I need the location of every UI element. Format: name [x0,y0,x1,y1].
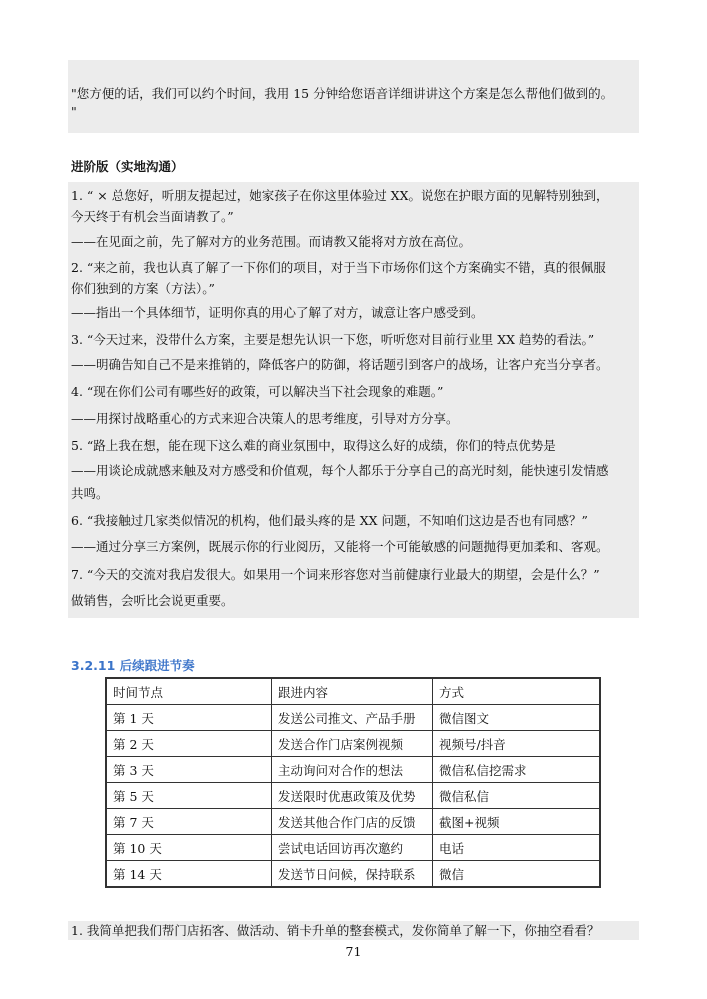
table-cell: 第 7 天 [106,809,272,835]
table-cell: 第 10 天 [106,835,272,861]
advanced-heading: 进阶版（实地沟通） [71,159,184,174]
advanced-line: 7. “今天的交流对我启发很大。如果用一个词来形容您对当前健康行业最大的期望，会是什么？” [71,567,600,582]
quote-line-1: "您方便的话，我们可以约个时间，我用 15 分钟给您语音详细讲讲这个方案是怎么帮他们做到的。 [71,86,614,101]
table-row [106,705,600,731]
table-row [106,835,600,861]
table-row [106,861,600,888]
table-header-cell: 方式 [433,678,601,705]
table-cell: 电话 [433,835,601,861]
table-cell: 尝试电话回访再次邀约 [272,835,433,861]
table-cell: 截图+视频 [433,809,601,835]
table-row [106,731,600,757]
table-cell: 主动询问对合作的想法 [272,757,433,783]
advanced-line: 做销售，会听比会说更重要。 [71,593,234,608]
table-cell: 微信私信挖需求 [433,757,601,783]
advanced-line: 6. “我接触过几家类似情况的机构，他们最头疼的是 XX 问题，不知咱们这边是否也有同感？” [71,513,588,528]
table-cell: 第 14 天 [106,861,272,888]
advanced-line: 今天终于有机会当面请教了。” [71,209,234,224]
table-cell: 发送节日问候，保持联系 [272,861,433,888]
table-cell: 第 2 天 [106,731,272,757]
table-header-row [106,678,600,705]
table-cell: 发送其他合作门店的反馈 [272,809,433,835]
table-cell: 第 5 天 [106,783,272,809]
advanced-line: ——用谈论成就感来触及对方感受和价值观，每个人都乐于分享自己的高光时刻，能快速引发情感 [71,463,609,478]
table-cell: 发送合作门店案例视频 [272,731,433,757]
table-cell: 第 1 天 [106,705,272,731]
advanced-line: ——明确告知自己不是来推销的，降低客户的防御，将话题引到客户的战场，让客户充当分享者。 [71,357,609,372]
advanced-line: 5. “路上我在想，能在现下这么难的商业氛围中，取得这么好的成绩，你们的特点优势是 [71,438,556,453]
table-cell: 发送限时优惠政策及优势 [272,783,433,809]
table-row [106,783,600,809]
bottom-line: 1. 我简单把我们帮门店拓客、做活动、销卡升单的整套模式，发你简单了解一下，你抽空看看？ [71,923,600,938]
advanced-line: ——在见面之前，先了解对方的业务范围。而请教又能将对方放在高位。 [71,234,472,249]
table-row [106,757,600,783]
advanced-line: 3. “今天过来，没带什么方案，主要是想先认识一下您，听听您对目前行业里 XX 趋势的看法。” [71,332,595,347]
table-header-cell: 跟进内容 [272,678,433,705]
table-cell: 微信图文 [433,705,601,731]
table-cell: 发送公司推文、产品手册 [272,705,433,731]
page-number: 71 [345,944,362,959]
advanced-line: 1. “ × 总您好，听朋友提起过，她家孩子在你这里体验过 XX。说您在护眼方面的见解特别独到， [71,188,609,203]
advanced-line: ——用探讨战略重心的方式来迎合决策人的思考维度，引导对方分享。 [71,411,459,426]
follow-up-table [105,677,601,888]
section-title: 3.2.11 后续跟进节奏 [71,658,195,673]
advanced-line: 共鸣。 [71,486,109,501]
advanced-line: ——指出一个具体细节，证明你真的用心了解了对方，诚意让客户感受到。 [71,305,484,320]
advanced-line: ——通过分享三方案例，既展示你的行业阅历，又能将一个可能敏感的问题抛得更加柔和、客观。 [71,539,609,554]
advanced-line: 4. “现在你们公司有哪些好的政策，可以解决当下社会现象的难题。” [71,384,444,399]
table-cell: 微信私信 [433,783,601,809]
table-header-cell: 时间节点 [106,678,272,705]
table-cell: 第 3 天 [106,757,272,783]
advanced-line: 你们独到的方案（方法）。” [71,281,215,296]
quote-line-2: " [71,104,77,119]
table-cell: 视频号/抖音 [433,731,601,757]
advanced-line: 2. “来之前，我也认真了解了一下你们的项目，对于当下市场你们这个方案确实不错，真的很佩服 [71,260,606,275]
table-row [106,809,600,835]
table-cell: 微信 [433,861,601,888]
